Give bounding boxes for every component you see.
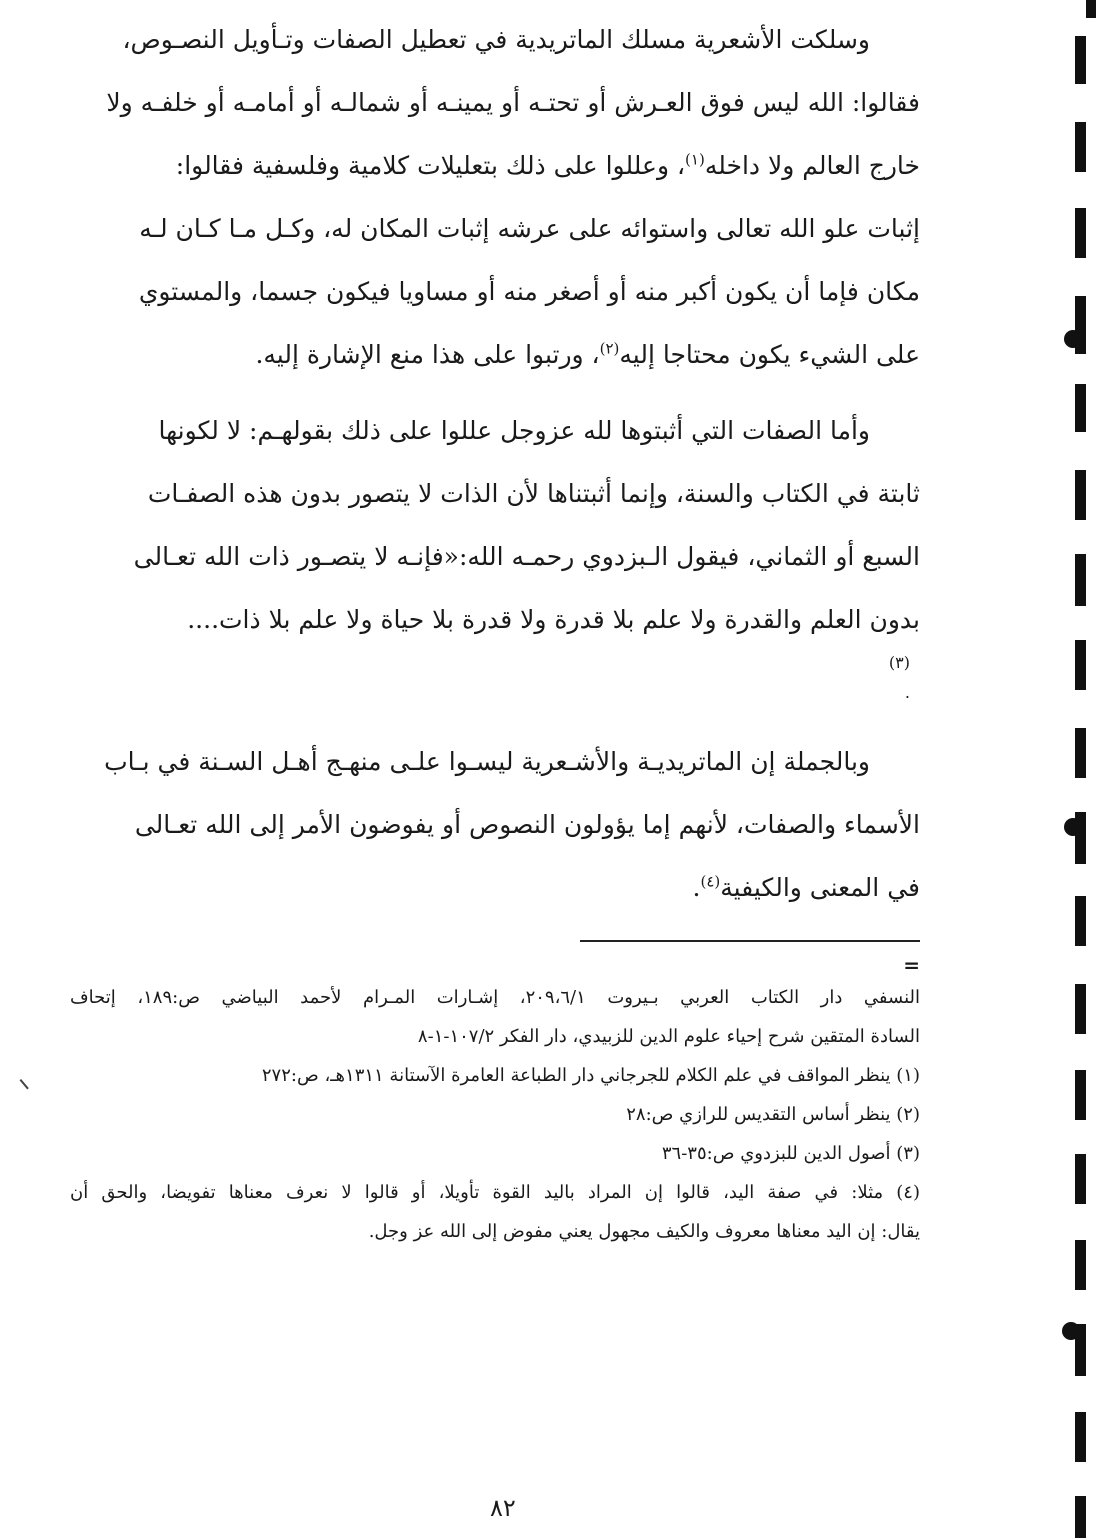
paragraph-line: الأسماء والصفات، لأنهم إما يؤولون النصوص أو يفوضون الأمر إلى الله تعـالى [134, 810, 920, 839]
continuation-mark: = [903, 953, 920, 977]
text-segment: ، وعللوا على ذلك بتعليلات كلامية وفلسفية فقالوا: [175, 151, 686, 180]
footnote-3: (٣) أصول الدين للبزدوي ص:٣٥-٣٦ [661, 1143, 920, 1164]
text-segment: خارج العالم ولا داخله [704, 151, 920, 180]
scan-mark [20, 1073, 37, 1090]
paragraph-3 [70, 730, 920, 919]
paragraph-line: وسلكت الأشعرية مسلك الماتريدية في تعطيل الصفات وتـأويل النصـوص، [122, 25, 870, 54]
paragraph-line: مكان فإما أن يكون أكبر منه أو أصغر منه أو مساويا فيكون جسما، والمستوي [138, 277, 920, 306]
footnote-ref-1[interactable]: (١) [685, 150, 705, 169]
edge-bar [1075, 208, 1086, 258]
edge-bar [1075, 122, 1086, 172]
edge-bar [1075, 640, 1086, 690]
footnote-ref-4[interactable]: (٤) [700, 872, 721, 891]
binder-edge-marks [1066, 0, 1092, 1538]
paragraph-line: وبالجملة إن الماتريديـة والأشـعرية ليسـوا علـى منهـج أهـل السـنة في بـاب [104, 747, 870, 776]
edge-bar [1075, 1154, 1086, 1204]
edge-bar [1075, 1070, 1086, 1120]
paragraph-line: ثابتة في الكتاب والسنة، وإنما أثبتناها لأن الذات لا يتصور بدون هذه الصفـات [147, 479, 920, 508]
footnote-continuation-line: السادة المتقين شرح إحياء علوم الدين للزبيدي، دار الفكر ١٠٧/٢-١-٨ [417, 1026, 920, 1047]
text-segment: ، ورتبوا على هذا منع الإشارة إليه. [255, 340, 600, 369]
text-segment: في المعنى والكيفية [720, 873, 920, 902]
edge-bar [1075, 984, 1086, 1034]
paragraph-line: بدون العلم والقدرة ولا علم بلا قدرة ولا قدرة بلا حياة ولا علم بلا ذات.... [187, 605, 920, 634]
edge-dot [1064, 818, 1082, 836]
edge-bar [1075, 1412, 1086, 1462]
footnote-separator [580, 940, 920, 942]
text-segment: على الشيء يكون محتاجا إليه [619, 340, 920, 369]
footnote-continuation-line: النسفي دار الكتاب العربي بـيروت ٢٠٩،٦/١، إشـارات المـرام لأحمد البياضي ص:١٨٩، إتحاف [70, 987, 920, 1008]
paragraph-2 [70, 399, 920, 651]
footnote-ref-2[interactable]: (٢) [599, 339, 620, 358]
paragraph-line: إثبات علو الله تعالى واستوائه على عرشه إثبات المكان له، وكـل مـا كـان لـه [139, 214, 920, 243]
edge-bar [1075, 896, 1086, 946]
footnote-4: (٤) مثلا: في صفة اليد، قالوا إن المراد باليد القوة تأويلا، أو قالوا لا نعرف معناها تفويضا، والحق أن [70, 1182, 920, 1203]
paragraph-line: وأما الصفات التي أثبتوها لله عزوجل عللوا على ذلك بقولهـم: لا لكونها [158, 416, 870, 445]
text-segment: . [692, 873, 701, 902]
edge-bar [1075, 728, 1086, 778]
paragraph-line [70, 856, 920, 919]
edge-bar [1075, 1240, 1086, 1290]
paragraph-line: السبع أو الثماني، فيقول الـبزدوي رحمـه الله:«فإنـه لا يتصـور ذات الله تعـالى [133, 542, 920, 571]
edge-bar [1075, 384, 1086, 432]
paragraph-line [70, 134, 920, 197]
edge-corner-mark [1086, 0, 1096, 18]
edge-dot [1064, 330, 1082, 348]
page-number: ٨٢ [490, 1494, 516, 1522]
edge-bar [1075, 1496, 1086, 1538]
edge-bar [1075, 554, 1086, 606]
footnotes [70, 978, 920, 1251]
edge-bar [1075, 470, 1086, 520]
edge-bar [1075, 36, 1086, 84]
sentence-end-mark: . [904, 683, 910, 703]
paragraph-line: فقالوا: الله ليس فوق العـرش أو تحتـه أو يمينـه أو شمالـه أو أمامـه أو خلفـه ولا [106, 88, 920, 117]
footnote-4-continuation: يقال: إن اليد معناها معروف والكيف مجهول يعني مفوض إلى الله عز وجل. [368, 1221, 920, 1242]
paragraph-line [70, 323, 920, 386]
footnote-ref-3-line [889, 655, 910, 705]
paragraph-1 [70, 8, 920, 386]
footnote-2: (٢) ينظر أساس التقديس للرازي ص:٢٨ [626, 1104, 920, 1125]
footnote-1: (١) ينظر المواقف في علم الكلام للجرجاني دار الطباعة العامرة الآستانة ١٣١١هـ، ص:٢٧٢ [261, 1065, 920, 1086]
footnote-ref-3[interactable]: (٣) [888, 653, 910, 672]
edge-bar [1075, 1324, 1086, 1376]
